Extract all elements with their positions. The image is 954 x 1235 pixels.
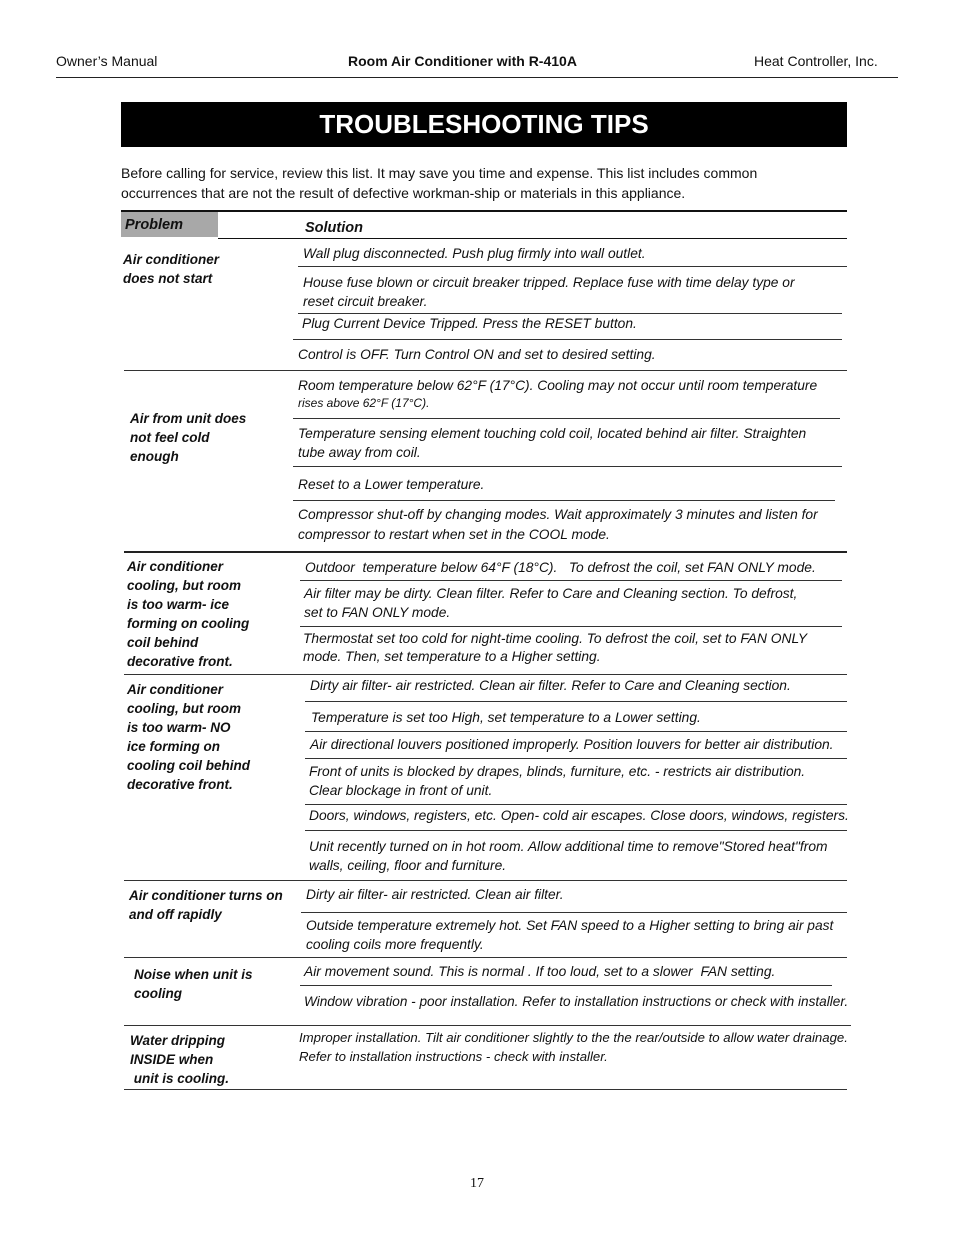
solution-item: Wall plug disconnected. Push plug firmly into wall outlet. xyxy=(303,246,646,261)
table-bottom-rule xyxy=(124,1089,847,1090)
solution-item: Air movement sound. This is normal . If too loud, set to a slower FAN setting. xyxy=(304,964,776,979)
solution-divider xyxy=(293,339,842,340)
problem-column-header: Problem xyxy=(125,217,184,233)
section-divider xyxy=(124,370,847,371)
intro-line: Before calling for service, review this list. It may save you time and expense. This list includes common xyxy=(121,165,758,181)
intro-line: occurrences that are not the result of defective workman-ship or materials in this appliance. xyxy=(121,185,686,201)
solution-item: Thermostat set too cold for night-time cooling. To defrost the coil, set to FAN ONLY mode. Then, set temperature to a Higher setting. xyxy=(303,631,808,664)
solution-item: Doors, windows, registers, etc. Open- cold air escapes. Close doors, windows, registers. xyxy=(309,808,849,823)
page-title: TROUBLESHOOTING TIPS xyxy=(121,102,847,147)
solution-item: Dirty air filter- air restricted. Clean air filter. xyxy=(306,887,564,902)
solution-divider xyxy=(298,313,842,314)
problem-label: Air conditioner does not start xyxy=(123,252,220,286)
solution-item: Front of units is blocked by drapes, blinds, furniture, etc. - restricts air distribution. Clear blockage in front of unit. xyxy=(309,764,806,798)
intro-paragraph xyxy=(121,163,841,203)
solution-item: House fuse blown or circuit breaker tripped. Replace fuse with time delay type or reset circuit breaker. xyxy=(303,275,795,309)
section-divider xyxy=(124,880,847,881)
solution-item: Outdoor temperature below 64°F (18°C). To defrost the coil, set FAN ONLY mode. xyxy=(305,560,816,575)
solution-divider xyxy=(293,418,840,419)
solution-item: Improper installation. Tilt air conditioner slightly to the the rear/outside to allow water drainage. Refer to installation instructions - check with installer. xyxy=(299,1030,848,1064)
solution-divider xyxy=(300,985,832,986)
solution-divider xyxy=(305,758,847,759)
solution-item: Control is OFF. Turn Control ON and set to desired setting. xyxy=(298,347,656,362)
solution-column-header: Solution xyxy=(305,220,363,236)
problem-label: Air conditioner cooling, but room is too warm- NO ice forming on cooling coil behind decorative front. xyxy=(127,682,250,792)
problem-label: Air from unit does not feel cold enough xyxy=(130,411,247,464)
solution-divider xyxy=(305,830,847,831)
solution-divider xyxy=(298,266,847,267)
header-divider xyxy=(56,77,898,78)
solution-item: Reset to a Lower temperature. xyxy=(298,477,485,492)
solution-divider xyxy=(305,804,847,805)
problem-label: Air conditioner turns on and off rapidly xyxy=(129,888,283,922)
table-top-rule xyxy=(121,210,847,212)
section-divider xyxy=(124,551,847,553)
header-center: Room Air Conditioner with R-410A xyxy=(348,53,577,69)
section-divider xyxy=(124,957,847,958)
section-divider xyxy=(124,674,847,675)
problem-label: Noise when unit is cooling xyxy=(134,967,253,1001)
header-bottom-rule xyxy=(218,238,847,239)
solution-item: Temperature sensing element touching cold coil, located behind air filter. Straighten tube away from coil. xyxy=(298,426,807,460)
solution-item: Unit recently turned on in hot room. Allow additional time to remove"Stored heat"from walls, ceiling, floor and furniture. xyxy=(309,839,828,873)
solution-divider xyxy=(305,731,847,732)
solution-item: Dirty air filter- air restricted. Clean air filter. Refer to Care and Cleaning section. xyxy=(310,678,791,693)
solution-divider xyxy=(305,701,847,702)
solution-item: Compressor shut-off by changing modes. Wait approximately 3 minutes and listen for compressor to restart when set in the COOL mode. xyxy=(298,507,818,542)
solution-divider xyxy=(293,500,835,501)
solution-divider xyxy=(293,466,842,467)
page-number: 17 xyxy=(470,1176,484,1191)
solution-item: Outside temperature extremely hot. Set FAN speed to a Higher setting to bring air past cooling coils more frequently. xyxy=(306,918,834,952)
solution-item: Room temperature below 62°F (17°C). Cooling may not occur until room temperature rises above 62°F (17°C). xyxy=(298,378,818,410)
header-left: Owner’s Manual xyxy=(56,53,158,69)
solution-divider xyxy=(300,626,842,627)
solution-item: Plug Current Device Tripped. Press the RESET button. xyxy=(302,316,637,331)
section-divider xyxy=(124,1025,851,1026)
solution-item: Window vibration - poor installation. Refer to installation instructions or check with installer. xyxy=(304,994,849,1009)
problem-label: Water dripping INSIDE when unit is cooling. xyxy=(130,1033,229,1086)
solution-divider xyxy=(301,912,847,913)
problem-label: Air conditioner cooling, but room is too warm- ice forming on cooling coil behind decorative front. xyxy=(127,559,250,669)
solution-item: Air directional louvers positioned improperly. Position louvers for better air distribution. xyxy=(310,737,834,752)
solution-item: Air filter may be dirty. Clean filter. Refer to Care and Cleaning section. To defrost, set to FAN ONLY mode. xyxy=(304,586,798,620)
solution-divider xyxy=(300,580,842,581)
solution-item: Temperature is set too High, set temperature to a Lower setting. xyxy=(311,710,701,725)
header-right: Heat Controller, Inc. xyxy=(754,53,878,69)
